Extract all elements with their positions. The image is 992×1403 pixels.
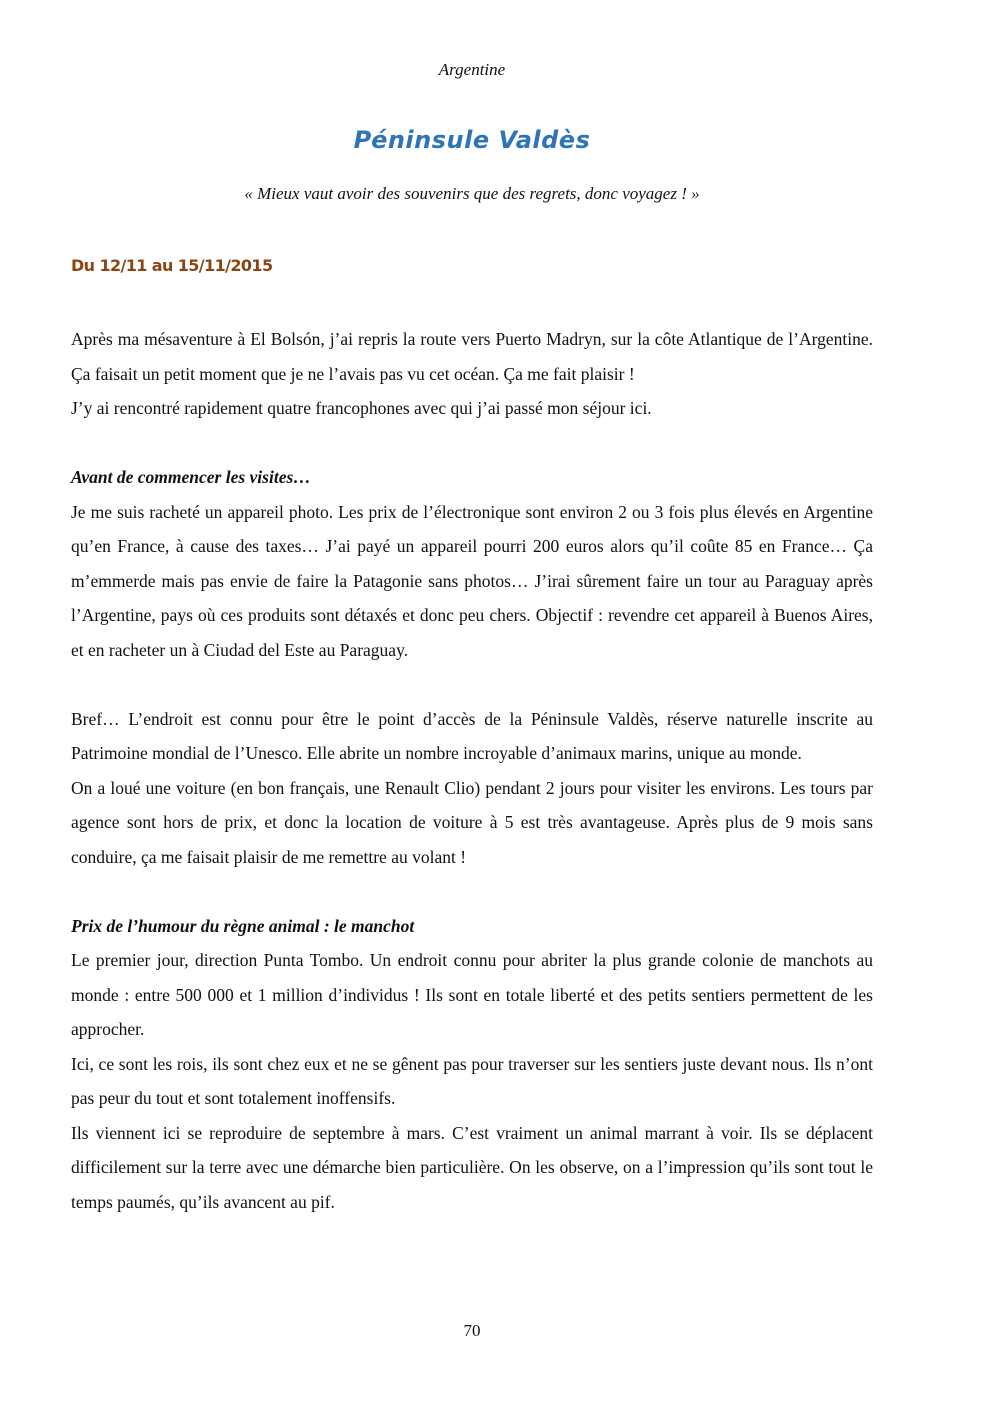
running-header: Argentine — [438, 60, 506, 79]
paragraph: Bref… L’endroit est connu pour être le point d’accès de la Péninsule Valdès, réserve naturelle inscrite au Patrimoine mondial de l’Unesco. Elle abrite un nombre incroyable d’animaux marins, unique au monde. — [71, 708, 873, 763]
paragraph: On a loué une voiture (en bon français, une Renault Clio) pendant 2 jours pour visiter les environs. Les tours par agence sont hors de prix, et donc la location de voiture à 5 est très avantageuse. Après plus de 9 mois sans conduire, ça me faisait plaisir de me remettre au volant ! — [71, 777, 873, 867]
paragraph: Ils viennent ici se reproduire de septembre à mars. C’est vraiment un animal marrant à voir. Ils se déplacent difficilement sur la terre avec une démarche bien particulière. On les observe, on a l’impression qu’ils sont tout le temps paumés, qu’ils avancent au pif. — [71, 1122, 873, 1212]
paragraph-gap — [71, 426, 873, 461]
paragraph-gap — [71, 667, 873, 702]
body-text — [71, 322, 873, 1219]
page-title: Péninsule Valdès — [353, 126, 591, 154]
date-heading: Du 12/11 au 15/11/2015 — [71, 256, 273, 275]
paragraph: Je me suis racheté un appareil photo. Les prix de l’électronique sont environ 2 ou 3 fois plus élevés en Argentine qu’en France, à cause des taxes… J’ai payé un appareil pourri 200 euros alors qu’il coûte 85 en France… Ça m’emmerde mais pas envie de faire la Patagonie sans photos… J’irai sûrement faire un tour au Paraguay après l’Argentine, pays où ces produits sont détaxés et donc peu chers. Objectif : revendre cet appareil à Buenos Aires, et en racheter un à Ciudad del Este au Paraguay. — [71, 501, 873, 660]
section-heading: Prix de l’humour du règne animal : le manchot — [71, 915, 415, 936]
page-number: 70 — [463, 1321, 481, 1340]
paragraph: Ici, ce sont les rois, ils sont chez eux et ne se gênent pas pour traverser sur les sentiers juste devant nous. Ils n’ont pas peur du tout et sont totalement inoffensifs. — [71, 1053, 873, 1108]
paragraph: Le premier jour, direction Punta Tombo. Un endroit connu pour abriter la plus grande colonie de manchots au monde : entre 500 000 et 1 million d’individus ! Ils sont en totale liberté et des petits sentiers permettent de les approcher. — [71, 950, 873, 1039]
paragraph: J’y ai rencontré rapidement quatre francophones avec qui j’ai passé mon séjour ici. — [71, 398, 652, 418]
epigraph-quote: « Mieux vaut avoir des souvenirs que des regrets, donc voyagez ! » — [244, 184, 700, 203]
paragraph: Après ma mésaventure à El Bolsón, j’ai repris la route vers Puerto Madryn, sur la côte Atlantique de l’Argentine. Ça faisait un petit moment que je ne l’avais pas vu cet océan. Ça me fait plaisir ! — [71, 329, 873, 384]
section-heading: Avant de commencer les visites… — [71, 467, 311, 487]
paragraph-gap — [71, 874, 873, 909]
